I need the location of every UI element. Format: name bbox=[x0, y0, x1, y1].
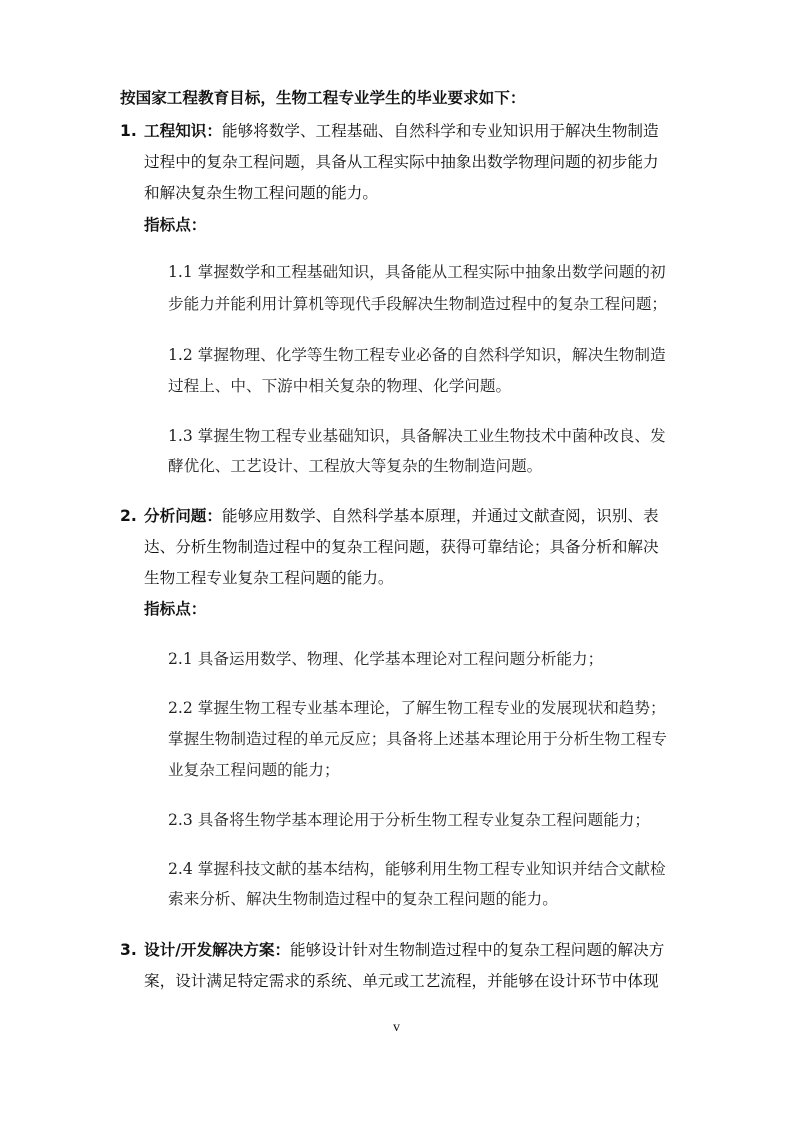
page-number: v bbox=[393, 1020, 400, 1035]
point-2-3-line-1: 2.3 具备将生物学基本理论用于分析生物工程专业复杂工程问题能力； bbox=[168, 811, 650, 829]
req3-first-line bbox=[144, 940, 664, 960]
req1-first-line bbox=[144, 121, 659, 141]
point-1-2-line-1: 1.2 掌握物理、化学等生物工程专业必备的自然科学知识，解决生物制造 bbox=[168, 346, 666, 364]
req2-first-line bbox=[144, 506, 659, 526]
req1-line-1: 能够将数学、工程基础、自然科学和专业知识用于解决生物制造 bbox=[221, 122, 659, 140]
point-2-2-line-3: 业复杂工程问题的能力； bbox=[168, 761, 340, 779]
req1-number: 1. bbox=[120, 122, 137, 140]
point-2-4-line-1: 2.4 掌握科技文献的基本结构，能够利用生物工程专业知识并结合文献检 bbox=[168, 860, 666, 878]
point-2-1-line-1: 2.1 具备运用数学、物理、化学基本理论对工程问题分析能力； bbox=[168, 650, 604, 668]
req3-line-2: 案，设计满足特定需求的系统、单元或工艺流程，并能够在设计环节中体现 bbox=[144, 972, 659, 990]
req1-line-2: 过程中的复杂工程问题，具备从工程实际中抽象出数学物理问题的初步能力 bbox=[144, 153, 659, 171]
req2-line-3: 生物工程专业复杂工程问题的能力。 bbox=[144, 569, 394, 587]
point-1-1-line-2: 步能力并能利用计算机等现代手段解决生物制造过程中的复杂工程问题； bbox=[168, 295, 668, 313]
point-1-3-line-1: 1.3 掌握生物工程专业基础知识，具备解决工业生物技术中菌种改良、发 bbox=[168, 427, 666, 445]
point-1-3-line-2: 酵优化、工艺设计、工程放大等复杂的生物制造问题。 bbox=[168, 457, 543, 475]
point-2-4-line-2: 索来分析、解决生物制造过程中的复杂工程问题的能力。 bbox=[168, 890, 558, 908]
req2-number: 2. bbox=[120, 507, 137, 525]
point-2-2-line-1: 2.2 掌握生物工程专业基本理论，了解生物工程专业的发展现状和趋势； bbox=[168, 699, 666, 717]
req1-title: 工程知识： bbox=[144, 122, 222, 140]
req1-line-3: 和解决复杂生物工程问题的能力。 bbox=[144, 184, 378, 202]
point-2-2-line-2: 掌握生物制造过程的单元反应；具备将上述基本理论用于分析生物工程专 bbox=[168, 730, 668, 748]
req1-indicator-label: 指标点： bbox=[144, 216, 207, 234]
req3-number: 3. bbox=[120, 941, 137, 959]
point-1-1-line-1: 1.1 掌握数学和工程基础知识，具备能从工程实际中抽象出数学问题的初 bbox=[168, 263, 666, 281]
req2-title: 分析问题： bbox=[144, 507, 222, 525]
intro-text: 按国家工程教育目标，生物工程专业学生的毕业要求如下： bbox=[120, 89, 526, 107]
req3-line-1: 能够设计针对生物制造过程中的复杂工程问题的解决方 bbox=[290, 941, 665, 959]
req2-line-1: 能够应用数学、自然科学基本原理，并通过文献查阅，识别、表 bbox=[221, 507, 659, 525]
point-1-2-line-2: 过程上、中、下游中相关复杂的物理、化学问题。 bbox=[168, 377, 512, 395]
req2-indicator-label: 指标点： bbox=[144, 600, 207, 618]
req2-line-2: 达、分析生物制造过程中的复杂工程问题，获得可靠结论；具备分析和解决 bbox=[144, 538, 659, 556]
req3-title: 设计/开发解决方案： bbox=[144, 941, 291, 959]
